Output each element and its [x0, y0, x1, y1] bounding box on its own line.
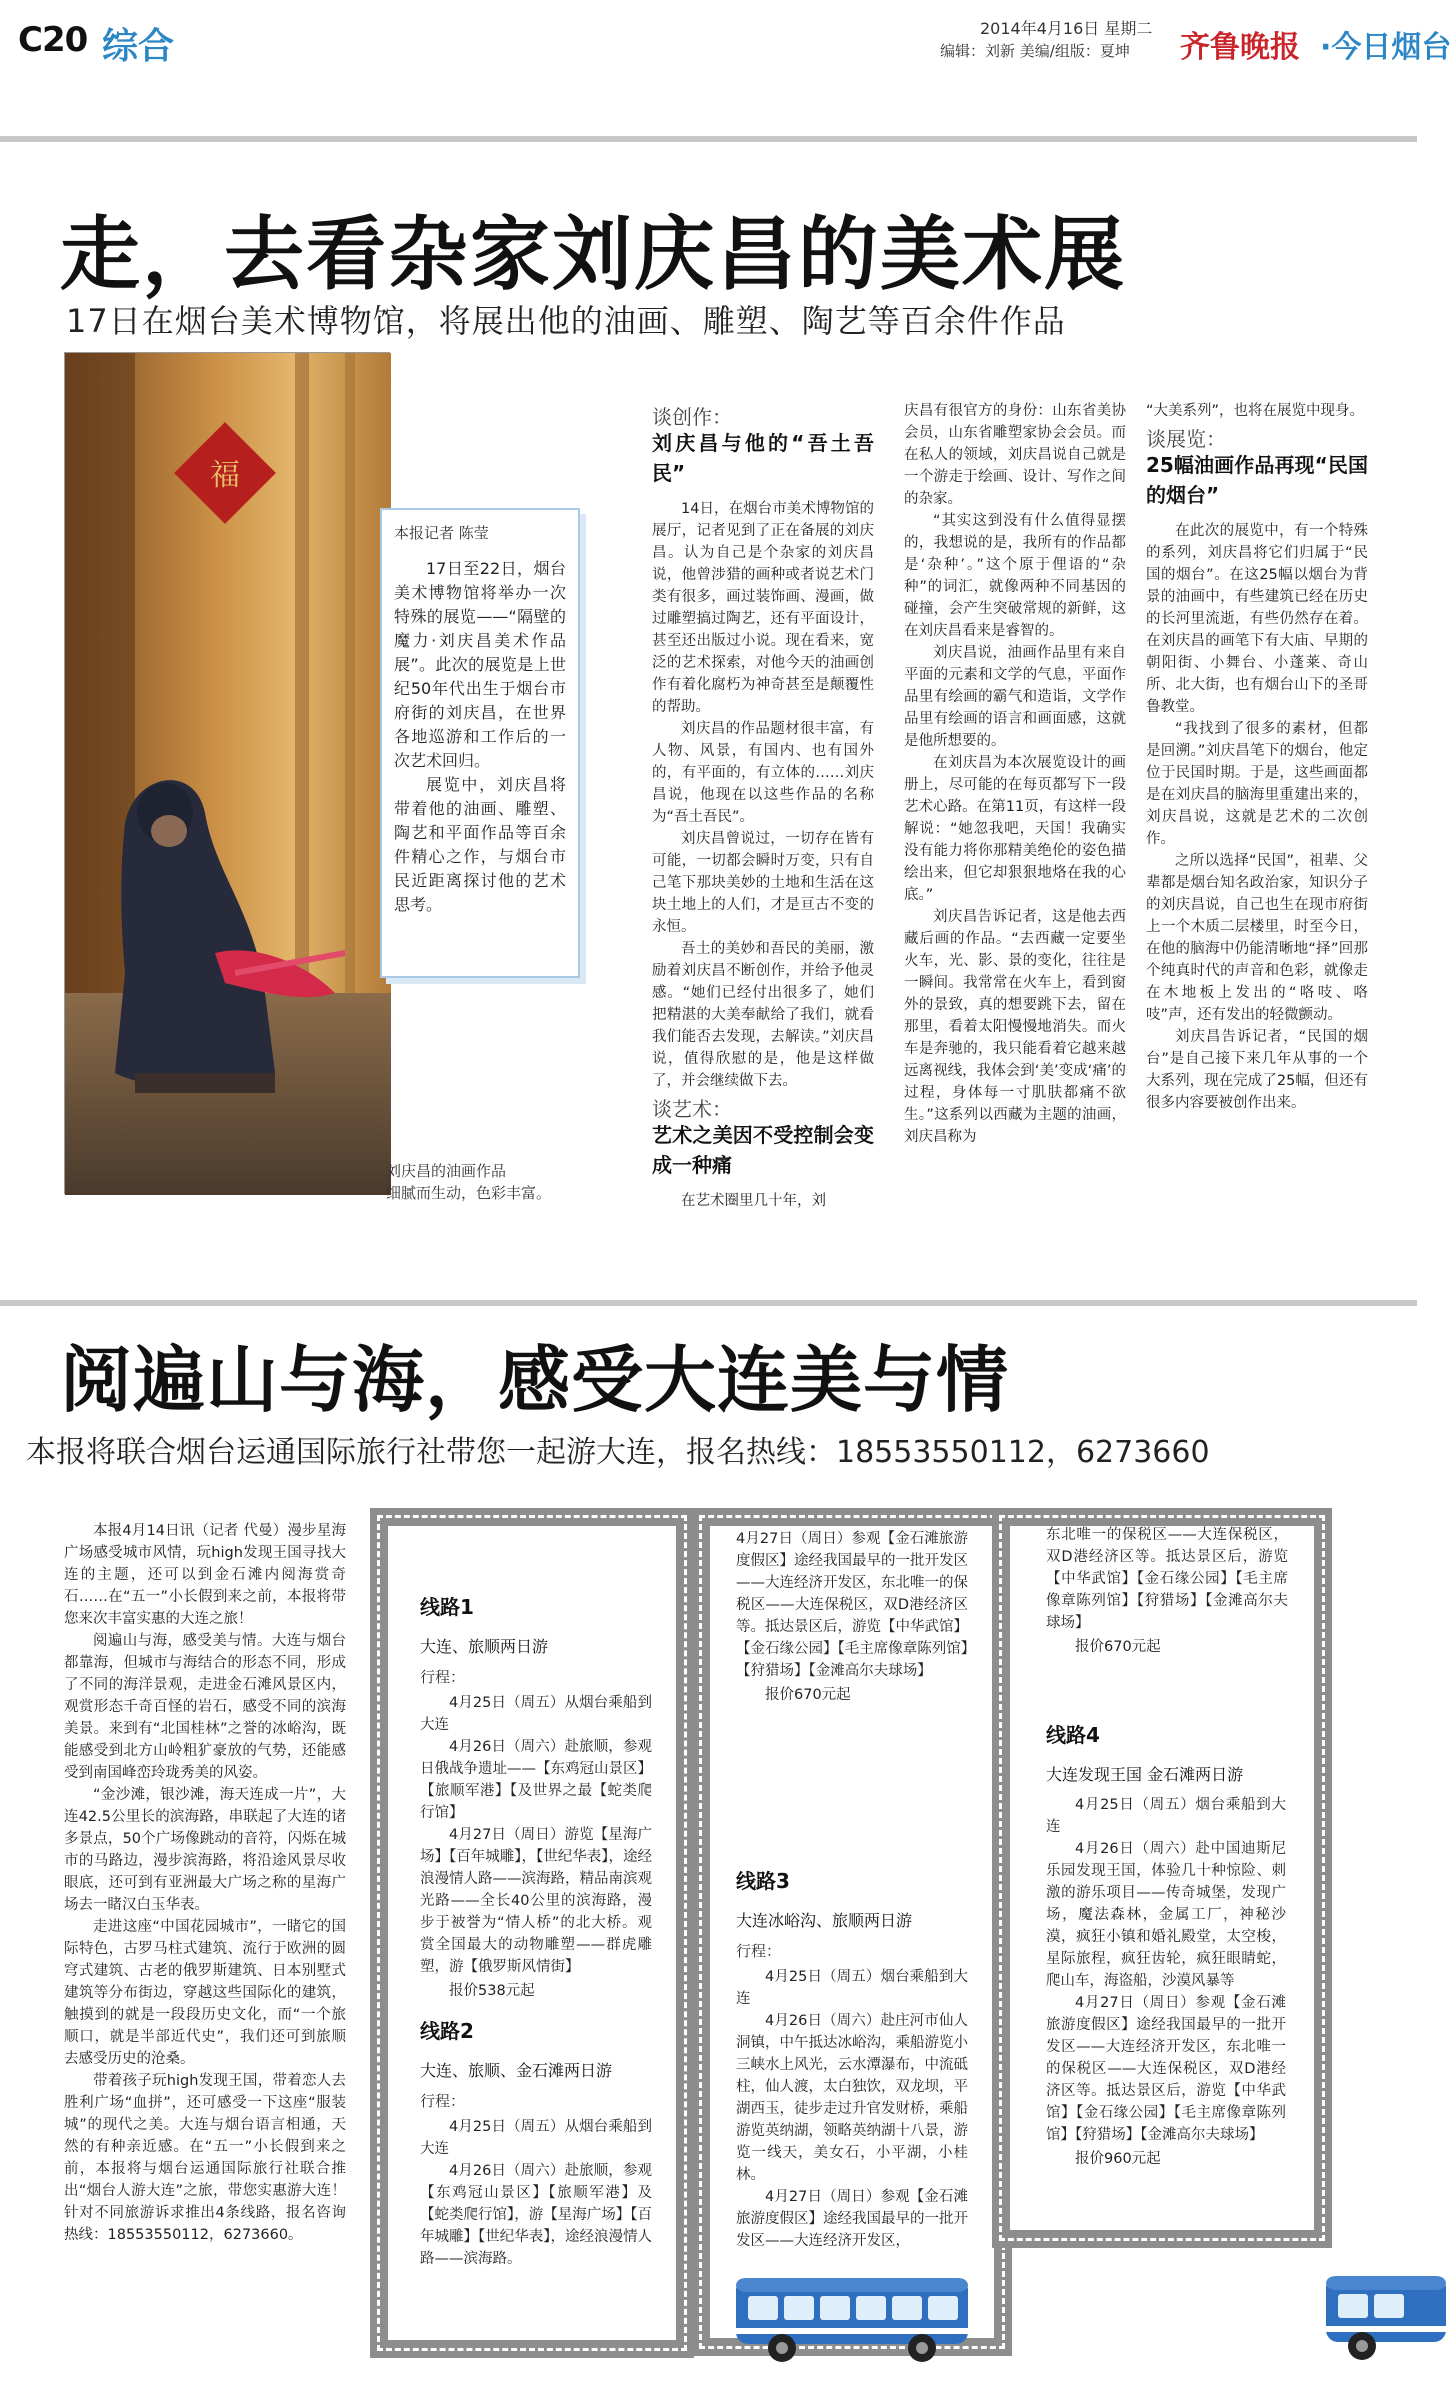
paragraph: 阅遍山与海，感受美与情。大连与烟台都靠海，但城市与海结合的形态不同，形成了不同的海洋景观，走进金石滩风景区内，观赏形态千奇百怪的岩石，感受不同的滨海美景。来到有“北国桂林”之誉的冰峪沟，既能感受到北方山岭粗犷豪放的气势，还能感受到南国峰峦玲珑秀美的风姿。 — [64, 1633, 346, 1781]
article1-subhead: 17日在烟台美术博物馆，将展出他的油画、雕塑、陶艺等百余件作品 — [66, 302, 1066, 340]
route-item: 4月26日（周六）赴旅顺，参观【东鸡冠山景区】【旅顺军港】及【蛇类爬行馆】，游【星海广场】【百年城雕】【世纪华表】，途经浪漫情人路——滨海路。 — [420, 2163, 652, 2267]
painting-illustration — [65, 353, 391, 1195]
newspaper-edition: ·今日烟台 — [1320, 30, 1451, 65]
route-name: 大连发现王国 金石滩两日游 — [1046, 1765, 1244, 1784]
route-item: 4月27日（周日）参观【金石滩旅游度假区】途经我国最早的一批开发区——大连经济开发区，东北唯一的保税区——大连保税区，双D港经济区等。抵达景区后，游览【中华武馆】【金石缘公园】【毛主席像章陈列馆】【狩猎场】【金滩高尔夫球场】 — [736, 1531, 968, 1679]
paragraph: 刘庆昌说，油画作品里有来自平面的元素和文学的气息，平面作品里有绘画的霸气和造诣，文学作品里有绘画的语言和画面感，这就是他所想要的。 — [904, 645, 1126, 749]
paragraph: 刘庆昌告诉记者，“民国的烟台”是自己接下来几年从事的一个大系列，现在完成了25幅，但还有很多内容要被创作出来。 — [1146, 1029, 1368, 1111]
paragraph: 刘庆昌告诉记者，这是他去西藏后画的作品。“去西藏一定要坐火车，光、影、景的变化，往往是一瞬间。我常常在火车上，看到窗外的景致，真的想要跳下去，留在那里，看着太阳慢慢地消失。而火车是奔驰的，我只能看着它越来越远离视线，我体会到‘美’变成‘痛’的过程，身体每一寸肌肤都痛不欲生。”这系列以西藏为主题的油画，刘庆昌称为 — [904, 909, 1126, 1145]
route-name: 大连冰峪沟、旅顺两日游 — [736, 1911, 913, 1930]
route-price: 报价960元起 — [1075, 2151, 1161, 2167]
route-item: 4月25日（周五）从烟台乘船到大连 — [420, 2119, 652, 2157]
bus-icon — [1322, 2266, 1412, 2366]
page-number: C20 — [18, 20, 88, 60]
bus-icon — [732, 2268, 972, 2368]
route-name: 大连、旅顺两日游 — [420, 1637, 549, 1656]
paragraph: 吾土的美妙和吾民的美丽，激励着刘庆昌不断创作，并给予他灵感。“她们已经付出很多了，她们把精湛的大美奉献给了我们，就看我们能否去发现，去解读。”刘庆昌说，值得欣慰的是，他是这样做了，并会继续做下去。 — [652, 941, 874, 1089]
paragraph: 展览中，刘庆昌将带着他的油画、雕塑、陶艺和平面作品等百余件精心之作，与烟台市民近距离探讨他的艺术思考。 — [394, 775, 566, 914]
route-price: 报价670元起 — [765, 1687, 851, 1703]
route-item: 4月26日（周六）赴旅顺，参观日俄战争遗址——【东鸡冠山景区】【旅顺军港】【及世界之最【蛇类爬行馆】 — [420, 1739, 652, 1821]
paragraph: 刘庆昌的作品题材很丰富，有人物、风景，有国内、也有国外的，有平面的，有立体的……刘庆昌说，他现在以这些作品的名称为“吾土吾民”。 — [652, 721, 874, 825]
paragraph: “金沙滩，银沙滩，海天连成一片”，大连42.5公里长的滨海路，串联起了大连的诸多景点，50个广场像跳动的音符，闪烁在城市的马路边，漫步滨海路，将沿途风景尽收眼底，还可到有亚洲最大广场之称的星海广场去一睹汉白玉华表。 — [64, 1787, 346, 1913]
subsection-title: 25幅油画作品再现“民国的烟台” — [1146, 453, 1368, 507]
paragraph: 14日，在烟台市美术博物馆的展厅，记者见到了正在备展的刘庆昌。认为自己是个杂家的刘庆昌说，他曾涉猎的画种或者说艺术门类有很多，画过装饰画、漫画，做过雕塑搞过陶艺，还有平面设计，甚至还出版过小说。现在看来，宽泛的艺术探索，对他今天的油画创作有着化腐朽为神奇甚至是颠覆性的帮助。 — [652, 501, 874, 715]
newspaper-logo: 齐鲁晚报 — [1180, 30, 1300, 65]
subsection-kicker: 谈创作： — [652, 405, 732, 429]
caption-line: 刘庆昌的油画作品 — [386, 1162, 507, 1180]
subsection-title: 刘庆昌与他的“吾土吾民” — [652, 431, 874, 485]
article1-column-1 — [652, 400, 874, 1280]
article1-column-2 — [904, 400, 1126, 1280]
subsection-title: 艺术之美因不受控制会变成一种痛 — [652, 1123, 874, 1177]
route-4 — [1046, 1706, 1286, 2266]
article1-headline: 走，去看杂家刘庆昌的美术展 — [60, 208, 1126, 301]
subsection-kicker: 谈展览： — [1146, 427, 1226, 451]
route-label: 行程： — [420, 2092, 466, 2110]
svg-text:福: 福 — [210, 458, 240, 493]
route-label: 行程： — [736, 1942, 782, 1960]
paragraph: 之所以选择“民国”，祖辈、父辈都是烟台知名政治家，知识分子的刘庆昌说，自己也生在现市府街上一个木质二层楼里，时至今日，在他的脑海中仍能清晰地“择”回那个纯真时代的声音和色彩，就像走在木地板上发出的“咯吱、咯吱”声，还有发出的轻微颤动。 — [1146, 853, 1368, 1023]
route-item: 4月26日（周六）赴庄河市仙人洞镇，中午抵达冰峪沟，乘船游览小三峡水上风光，云水潭瀑布，中流砥柱，仙人渡，太白独饮，双龙坝，平湖西玉，徒步走过升官发财桥，乘船游览英纳湖，领略英纳湖十八景，游览一线天，美女石，小平湖，小桂林。 — [736, 2013, 968, 2183]
route-item: 4月26日（周六）赴中国迪斯尼乐园发现王国，体验几十种惊险、刺激的游乐项目——传奇城堡，发现广场，魔法森林，金属工厂，神秘沙漠，疯狂小镇和婚礼殿堂，太空梭，星际旅程，疯狂齿轮，疯狂眼睛蛇，爬山车，海盗船，沙漠风暴等 — [1046, 1841, 1286, 1989]
route-item: 东北唯一的保税区——大连保税区，双D港经济区等。抵达景区后，游览【中华武馆】【金石缘公园】【毛主席像章陈列馆】【狩猎场】【金滩高尔夫球场】 — [1046, 1527, 1288, 1631]
route-label: 行程： — [420, 1668, 466, 1686]
paragraph: 带着孩子玩high发现王国，带着恋人去胜利广场“血拼”，还可感受一下这座“服装城”的现代之美。大连与烟台语言相通，天然的有种亲近感。在“五一”小长假到来之前，本报将与烟台运通国际旅行社联合推出“烟台人游大连”之旅，带您实惠游大连！针对不同旅游诉求推出4条线路，报名咨询热线：18553550112，6273660。 — [64, 2073, 346, 2243]
route-item: 4月25日（周五）从烟台乘船到大连 — [420, 1695, 652, 1733]
issue-date: 2014年4月16日 星期二 — [980, 19, 1153, 38]
route-1 — [420, 1578, 652, 2358]
route-item: 4月27日（周日）参观【金石滩旅游度假区】途经我国最早的一批开发区——大连经济开发区，东北唯一的保税区——大连保税区，双D港经济区等。抵达景区后，游览【中华武馆】【金石缘公园】【毛主席像章陈列馆】【狩猎场】【金滩高尔夫球场】 — [1046, 1995, 1286, 2143]
route-name: 大连、旅顺、金石滩两日游 — [420, 2061, 613, 2080]
article2-intro — [64, 1520, 346, 2360]
paragraph: 走进这座“中国花园城市”，一睹它的国际特色，古罗马柱式建筑、流行于欧洲的圆穹式建筑、古老的俄罗斯建筑、日本别墅式建筑等分布街边，穿越这些国际化的建筑，触摸到的就是一段段历史文化，而“一个旅顺口，就是半部近代史”，我们还可到旅顺去感受历史的沧桑。 — [64, 1919, 346, 2067]
route-item: 4月27日（周日）参观【金石滩旅游度假区】途经我国最早的一批开发区——大连经济开发区， — [736, 2189, 968, 2249]
paragraph: “我找到了很多的素材，但都是回溯。”刘庆昌笔下的烟台，他定位于民国时期。于是，这些画面都是在刘庆昌的脑海里重建出来的，刘庆昌说，这就是艺术的二次创作。 — [1146, 721, 1368, 847]
paragraph: 在刘庆昌为本次展览设计的画册上，尽可能的在每页都写下一段艺术心路。在第11页，有这样一段解说：“她忽我吧，天国！我确实没有能力将你那精美绝伦的姿色描绘出来，但它却狠狠地烙在我的心底。” — [904, 755, 1126, 903]
paragraph: 在此次的展览中，有一个特殊的系列，刘庆昌将它们归属于“民国的烟台”。在这25幅以烟台为背景的油画中，有些建筑已经在历史的长河里流逝，有些仍然存在着。在刘庆昌的画笔下有大庙、早期的朝阳街、小舞台、小蓬莱、奇山所、北大街，也有烟台山下的圣哥鲁教堂。 — [1146, 523, 1368, 715]
section-title: 综合 — [102, 26, 175, 67]
lead-box — [380, 508, 580, 978]
caption-line: 细腻而生动，色彩丰富。 — [386, 1184, 552, 1202]
article2-subhead: 本报将联合烟台运通国际旅行社带您一起游大连，报名热线：18553550112，6273660 — [26, 1435, 1210, 1470]
paragraph: 庆昌有很官方的身份：山东省美协会员，山东省雕塑家协会会员。而在私人的领域，刘庆昌说自己就是一个游走于绘画、设计、写作之间的杂家。 — [904, 403, 1126, 507]
route-3-continued — [1046, 1524, 1288, 1684]
route-title: 线路1 — [420, 1595, 474, 1619]
lead-text — [394, 557, 566, 917]
article2-headline: 阅遍山与海，感受大连美与情 — [60, 1338, 1010, 1422]
route-title: 线路4 — [1046, 1723, 1100, 1747]
painting-caption — [386, 1160, 616, 1204]
route-price: 报价538元起 — [449, 1983, 535, 1999]
oil-painting-image — [64, 352, 390, 1194]
divider-top — [0, 136, 1417, 142]
route-item: 4月25日（周五）烟台乘船到大连 — [1046, 1797, 1286, 1835]
paragraph: “其实这到没有什么值得显摆的，我想说的是，我所有的作品都是‘杂种’。”这个原于俚语的“杂种”的词汇，就像两种不同基因的碰撞，会产生突破常规的新鲜，这在刘庆昌看来是睿智的。 — [904, 513, 1126, 639]
route-item: 4月25日（周五）烟台乘船到大连 — [736, 1969, 968, 2007]
route-2-continued — [736, 1528, 968, 1828]
route-title: 线路2 — [420, 2019, 474, 2043]
byline: 本报记者 陈莹 — [394, 524, 489, 542]
subsection-kicker: 谈艺术： — [652, 1097, 732, 1121]
route-price: 报价670元起 — [1075, 1639, 1161, 1655]
paragraph: 在艺术圈里几十年，刘 — [681, 1193, 826, 1209]
divider-middle — [0, 1300, 1417, 1306]
route-item: 4月27日（周日）游览【星海广场】【百年城雕】，【世纪华表】，途经浪漫情人路——滨海路，精品南滨观光路——全长40公里的滨海路，漫步于被誉为“情人桥”的北大桥。观赏全国最大的动物雕塑——群虎雕塑，游【俄罗斯风情街】 — [420, 1827, 652, 1975]
paragraph: “大美系列”，也将在展览中现身。 — [1146, 403, 1365, 419]
editor-credits: 编辑：刘新 美编/组版：夏坤 — [940, 42, 1130, 60]
article1-column-3 — [1146, 400, 1368, 1280]
route-title: 线路3 — [736, 1869, 790, 1893]
paragraph: 17日至22日，烟台美术博物馆将举办一次特殊的展览——“隔壁的魔力·刘庆昌美术作品展”。此次的展览是上世纪50年代出生于烟台市府街的刘庆昌，在世界各地巡游和工作后的一次艺术回归。 — [394, 559, 566, 770]
paragraph: 本报4月14日讯（记者 代曼）漫步星海广场感受城市风情，玩high发现王国寻找大连的主题，还可以到金石滩内阅海赏奇石……在“五一”小长假到来之前，本报将带您来次丰富实惠的大连之旅！ — [64, 1523, 346, 1627]
paragraph: 刘庆昌曾说过，一切存在皆有可能，一切都会瞬时万变，只有自己笔下那块美妙的土地和生活在这块土地上的人们，才是亘古不变的永恒。 — [652, 831, 874, 935]
